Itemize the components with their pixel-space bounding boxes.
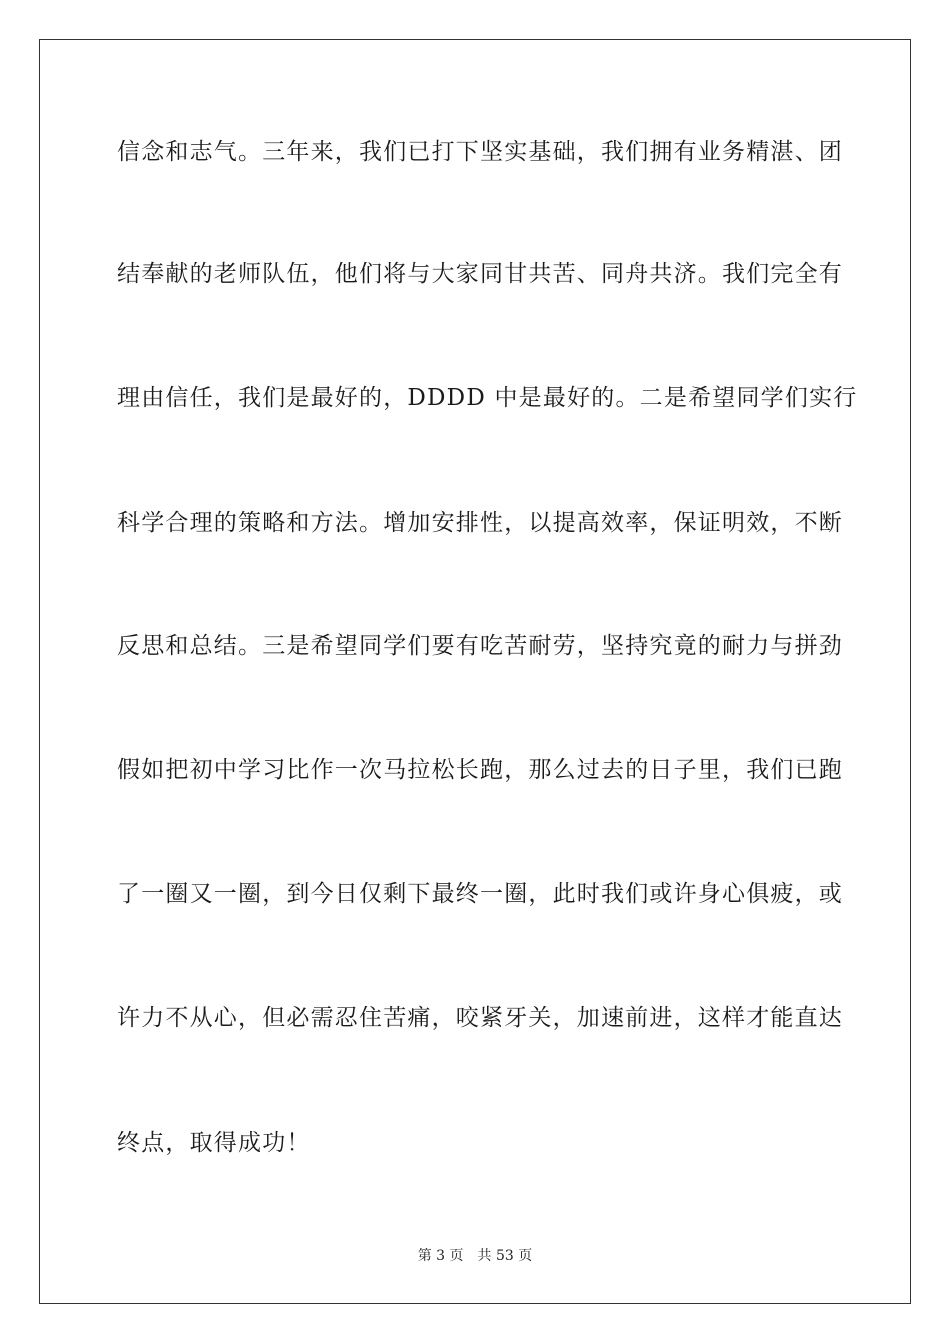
body-text-line: 假如把初中学习比作一次马拉松长跑，那么过去的日子里，我们已跑 (117, 757, 843, 783)
body-text-line: 理由信任，我们是最好的，DDDD 中是最好的。二是希望同学们实行 (117, 385, 858, 411)
page-footer (0, 1246, 950, 1266)
body-text-line: 许力不从心，但必需忍住苦痛，咬紧牙关，加速前进，这样才能直达 (117, 1005, 843, 1031)
body-text-line: 终点，取得成功！ (117, 1130, 311, 1156)
body-text-line: 反思和总结。三是希望同学们要有吃苦耐劳，坚持究竟的耐力与拼劲 (117, 633, 843, 659)
body-text-line: 科学合理的策略和方法。增加安排性，以提高效率，保证明效，不断 (117, 510, 843, 536)
body-text-line: 了一圈又一圈，到今日仅剩下最终一圈，此时我们或许身心俱疲，或 (117, 881, 843, 907)
page-border (39, 39, 911, 1304)
page-number: 第 3 页 (417, 1248, 464, 1264)
body-text-line: 结奉献的老师队伍，他们将与大家同甘共苦、同舟共济。我们完全有 (117, 261, 843, 287)
page-total: 共 53 页 (477, 1248, 533, 1264)
body-text-line: 信念和志气。三年来，我们已打下坚实基础，我们拥有业务精湛、团 (117, 139, 843, 165)
